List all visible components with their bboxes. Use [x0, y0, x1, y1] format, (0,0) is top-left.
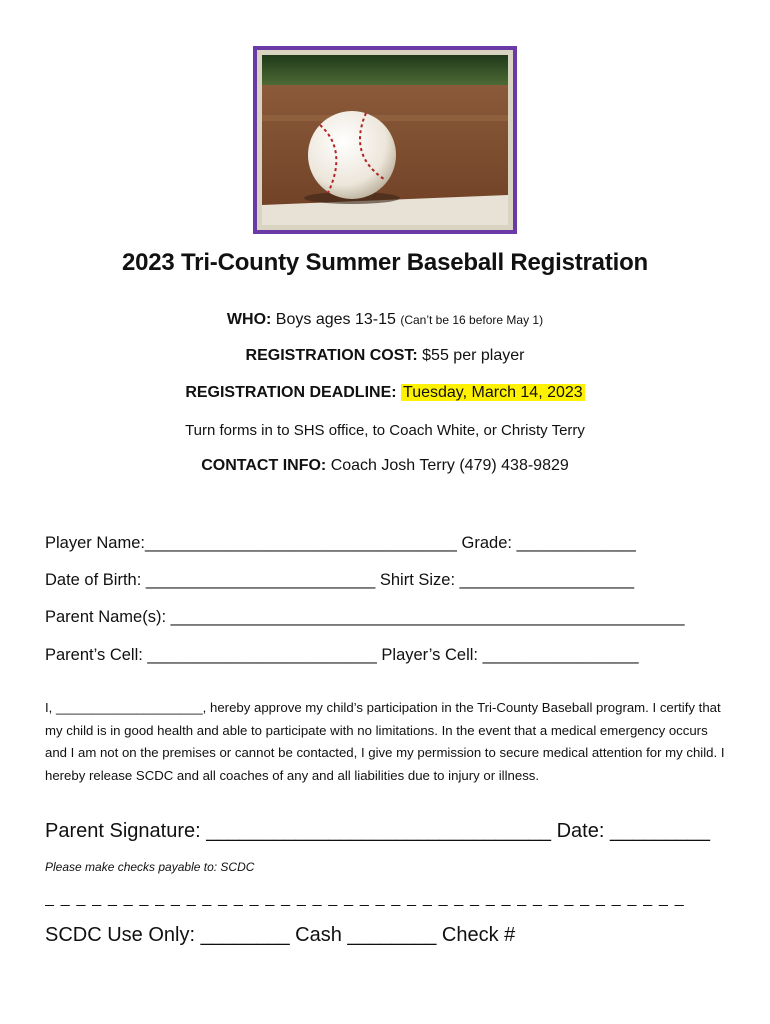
player-name-grade-field[interactable]: Player Name:__________________________________ Grade: _____________ [45, 534, 636, 552]
baseball-icon [262, 55, 508, 225]
cells-field[interactable]: Parent’s Cell: _________________________ Player’s Cell: _________________ [45, 646, 639, 664]
who-value: Boys ages 13-15 [275, 311, 396, 328]
deadline-value: Tuesday, March 14, 2023 [403, 384, 583, 401]
cost-line [0, 347, 770, 365]
parent-names-field[interactable]: Parent Name(s): ________________________________________________________ [45, 608, 685, 626]
checks-note: Please make checks payable to: SCDC [45, 860, 255, 874]
cost-label: REGISTRATION COST: [245, 347, 418, 364]
who-line [0, 311, 770, 329]
contact-value: Coach Josh Terry (479) 438-9829 [330, 457, 569, 474]
signature-date-field[interactable]: Parent Signature: _______________________________ Date: _________ [45, 820, 711, 842]
office-use-line: SCDC Use Only: ________ Cash ________ Check # [45, 924, 516, 946]
consent-paragraph: I, ____________________, hereby approve my child’s participation in the Tri-County Baseball program. I certify that my child is in good health and able to participate with no limitations. In the event that a medical emergency occurs and I am not on the premises or cannot be contacted, I give my permission to secure medical attention for my child. I hereby release SCDC and all coaches of any and all liabilities due to injury or illness. [45, 700, 725, 783]
contact-label: CONTACT INFO: [201, 457, 327, 474]
dob-shirt-size-field[interactable]: Date of Birth: _________________________ Shirt Size: ___________________ [45, 571, 635, 589]
turn-in-instructions: Turn forms in to SHS office, to Coach White, or Christy Terry [185, 422, 585, 439]
who-note: (Can’t be 16 before May 1) [400, 313, 544, 327]
page-title: 2023 Tri-County Summer Baseball Registration [121, 249, 649, 276]
cut-divider: _ _ _ _ _ _ _ _ _ _ _ _ _ _ _ _ _ _ _ _ _ _ _ _ _ _ _ _ _ _ _ _ _ _ _ _ _ _ _ _ _ [45, 890, 685, 907]
deadline-label: REGISTRATION DEADLINE: [185, 384, 397, 401]
deadline-line [0, 384, 770, 402]
cost-value: $55 per player [422, 347, 525, 364]
baseball-photo [253, 46, 517, 234]
who-label: WHO: [226, 311, 272, 328]
contact-line [0, 457, 770, 475]
